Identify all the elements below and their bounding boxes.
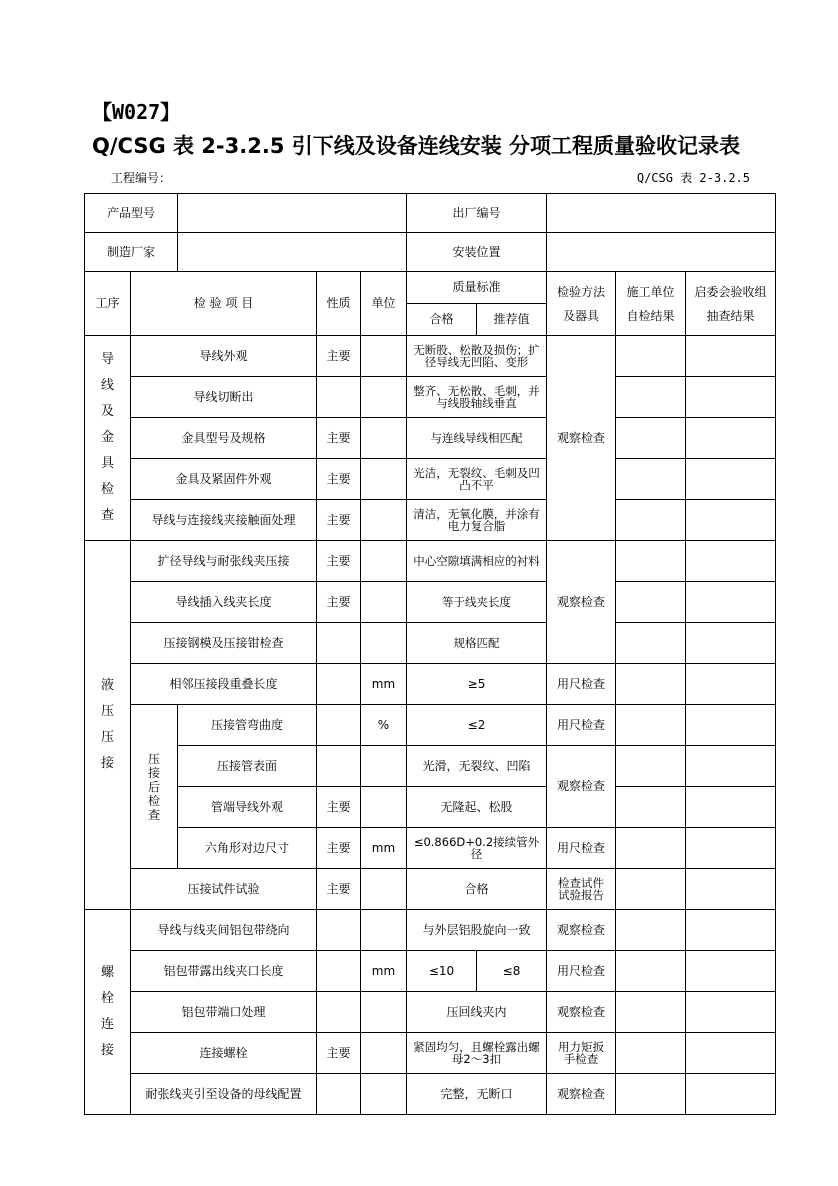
standard-cell: 等于线夹长度 <box>407 582 547 623</box>
self-check-cell[interactable] <box>616 869 686 910</box>
item-cell: 扩径导线与耐张线夹压接 <box>131 541 317 582</box>
method-cell: 用尺检查 <box>547 664 616 705</box>
table-row <box>85 869 776 910</box>
nature-cell: 主要 <box>317 869 361 910</box>
method-cell: 用尺检查 <box>547 828 616 869</box>
table-row <box>85 664 776 705</box>
item-cell: 导线切断出 <box>131 377 317 418</box>
maker-label: 制造厂家 <box>85 233 178 272</box>
self-check-cell[interactable] <box>616 377 686 418</box>
project-no-label: 工程编号： <box>111 171 172 185</box>
method-cell: 观察检查 <box>547 541 616 664</box>
self-check-cell[interactable] <box>616 787 686 828</box>
standard-cell: ≤10 <box>407 951 477 992</box>
table-row <box>85 459 776 500</box>
unit-cell <box>361 787 407 828</box>
table-row <box>85 951 776 992</box>
table-row <box>85 910 776 951</box>
item-cell: 压接管表面 <box>178 746 317 787</box>
self-check-cell[interactable] <box>616 746 686 787</box>
acceptance-cell[interactable] <box>686 992 776 1033</box>
info-row <box>85 233 776 272</box>
acceptance-cell[interactable] <box>686 377 776 418</box>
acceptance-cell[interactable] <box>686 705 776 746</box>
table-row <box>85 787 776 828</box>
model-label: 产品型号 <box>85 194 178 233</box>
nature-cell: 主要 <box>317 418 361 459</box>
acceptance-cell[interactable] <box>686 418 776 459</box>
col-process: 工序 <box>85 272 131 336</box>
standard-cell: 整齐、无松散、毛刺，并与线股轴线垂直 <box>407 377 547 418</box>
nature-cell: 主要 <box>317 459 361 500</box>
table-row <box>85 418 776 459</box>
standard-cell: 清洁，无氧化膜，并涂有电力复合脂 <box>407 500 547 541</box>
unit-cell <box>361 910 407 951</box>
nature-cell: 主要 <box>317 336 361 377</box>
nature-cell <box>317 910 361 951</box>
table-row <box>85 828 776 869</box>
nature-cell <box>317 992 361 1033</box>
self-check-cell[interactable] <box>616 336 686 377</box>
nature-cell: 主要 <box>317 787 361 828</box>
col-self-check: 施工单位自检结果 <box>616 272 686 336</box>
acceptance-cell[interactable] <box>686 828 776 869</box>
item-cell: 金具型号及规格 <box>131 418 317 459</box>
unit-cell: mm <box>361 664 407 705</box>
col-method: 检验方法及器具 <box>547 272 616 336</box>
nature-cell <box>317 623 361 664</box>
standard-cell: 完整，无断口 <box>407 1074 547 1115</box>
table-row <box>85 336 776 377</box>
model-value[interactable] <box>178 194 407 233</box>
unit-cell <box>361 746 407 787</box>
acceptance-cell[interactable] <box>686 951 776 992</box>
self-check-cell[interactable] <box>616 541 686 582</box>
acceptance-table <box>84 193 776 1115</box>
self-check-cell[interactable] <box>616 705 686 746</box>
item-cell: 导线外观 <box>131 336 317 377</box>
acceptance-cell[interactable] <box>686 541 776 582</box>
col-acceptance: 启委会验收组抽查结果 <box>686 272 776 336</box>
item-cell: 金具及紧固件外观 <box>131 459 317 500</box>
self-check-cell[interactable] <box>616 992 686 1033</box>
self-check-cell[interactable] <box>616 1074 686 1115</box>
item-cell: 相邻压接段重叠长度 <box>131 664 317 705</box>
standard-cell: 光洁，无裂纹、毛刺及凹凸不平 <box>407 459 547 500</box>
nature-cell: 主要 <box>317 1033 361 1074</box>
nature-cell <box>317 746 361 787</box>
self-check-cell[interactable] <box>616 623 686 664</box>
self-check-cell[interactable] <box>616 828 686 869</box>
standard-cell: 压回线夹内 <box>407 992 547 1033</box>
nature-cell <box>317 664 361 705</box>
unit-cell <box>361 582 407 623</box>
factory-no-label: 出厂编号 <box>407 194 547 233</box>
standard-cell: 与连线导线相匹配 <box>407 418 547 459</box>
section-hydraulic-crimp: 液压压接 <box>85 541 131 910</box>
col-nature: 性质 <box>317 272 361 336</box>
nature-cell <box>317 1074 361 1115</box>
acceptance-cell[interactable] <box>686 869 776 910</box>
method-cell: 观察检查 <box>547 1074 616 1115</box>
standard-cell: 无断股、松散及损伤；扩径导线无凹陷、变形 <box>407 336 547 377</box>
unit-cell: mm <box>361 828 407 869</box>
standard-cell: 紧固均匀，且螺栓露出螺母2～3扣 <box>407 1033 547 1074</box>
page-title: Q/CSG 表 2-3.2.5 引下线及设备连线安装 分项工程质量验收记录表 <box>92 134 741 158</box>
nature-cell: 主要 <box>317 500 361 541</box>
item-cell: 导线与连接线夹接触面处理 <box>131 500 317 541</box>
item-cell: 压接钢模及压接钳检查 <box>131 623 317 664</box>
acceptance-cell[interactable] <box>686 459 776 500</box>
table-row <box>85 541 776 582</box>
unit-cell <box>361 869 407 910</box>
table-row <box>85 582 776 623</box>
item-cell: 铝包带端口处理 <box>131 992 317 1033</box>
standard-cell: 无隆起、松股 <box>407 787 547 828</box>
method-cell: 用尺检查 <box>547 951 616 992</box>
self-check-cell[interactable] <box>616 418 686 459</box>
unit-cell <box>361 336 407 377</box>
standard-cell: ≤2 <box>407 705 547 746</box>
self-check-cell[interactable] <box>616 582 686 623</box>
table-row <box>85 705 776 746</box>
unit-cell <box>361 1033 407 1074</box>
standard-cell: 合格 <box>407 869 547 910</box>
col-item: 检 验 项 目 <box>131 272 317 336</box>
self-check-cell[interactable] <box>616 664 686 705</box>
standard-cell: 中心空隙填满相应的衬料 <box>407 541 547 582</box>
table-row <box>85 623 776 664</box>
nature-cell <box>317 951 361 992</box>
section-wire-fittings: 导线及金具检查 <box>85 336 131 541</box>
factory-no-value[interactable] <box>547 194 776 233</box>
acceptance-cell[interactable] <box>686 664 776 705</box>
maker-value[interactable] <box>178 233 407 272</box>
unit-cell <box>361 541 407 582</box>
unit-cell <box>361 500 407 541</box>
item-cell: 导线插入线夹长度 <box>131 582 317 623</box>
item-cell: 铝包带露出线夹口长度 <box>131 951 317 992</box>
item-cell: 连接螺栓 <box>131 1033 317 1074</box>
acceptance-cell[interactable] <box>686 787 776 828</box>
section-bolt-connection: 螺栓连接 <box>85 910 131 1115</box>
location-value[interactable] <box>547 233 776 272</box>
col-qualified: 合格 <box>407 304 477 336</box>
acceptance-cell[interactable] <box>686 500 776 541</box>
table-row <box>85 992 776 1033</box>
table-row <box>85 1074 776 1115</box>
table-row <box>85 1033 776 1074</box>
nature-cell: 主要 <box>317 541 361 582</box>
standard-reference: Q/CSG 表 2-3.2.5 <box>636 171 750 185</box>
form-code: 【W027】 <box>92 100 181 124</box>
nature-cell: 主要 <box>317 828 361 869</box>
table-row <box>85 500 776 541</box>
acceptance-cell[interactable] <box>686 623 776 664</box>
recommended-cell: ≤8 <box>477 951 547 992</box>
subsection-after-crimp: 压接后检查 <box>131 705 178 869</box>
unit-cell <box>361 459 407 500</box>
standard-cell: 光滑，无裂纹、凹陷 <box>407 746 547 787</box>
col-recommended: 推荐值 <box>477 304 547 336</box>
acceptance-cell[interactable] <box>686 910 776 951</box>
item-cell: 管端导线外观 <box>178 787 317 828</box>
method-cell: 观察检查 <box>547 992 616 1033</box>
table-row <box>85 746 776 787</box>
unit-cell <box>361 992 407 1033</box>
unit-cell <box>361 623 407 664</box>
standard-cell: ≥5 <box>407 664 547 705</box>
unit-cell <box>361 1074 407 1115</box>
item-cell: 导线与线夹间铝包带绕向 <box>131 910 317 951</box>
col-unit: 单位 <box>361 272 407 336</box>
item-cell: 耐张线夹引至设备的母线配置 <box>131 1074 317 1115</box>
location-label: 安装位置 <box>407 233 547 272</box>
acceptance-cell[interactable] <box>686 746 776 787</box>
method-cell: 检查试件试验报告 <box>547 869 616 910</box>
self-check-cell[interactable] <box>616 951 686 992</box>
unit-cell: mm <box>361 951 407 992</box>
acceptance-cell[interactable] <box>686 1033 776 1074</box>
standard-cell: ≤0.866D+0.2接续管外径 <box>407 828 547 869</box>
acceptance-cell[interactable] <box>686 1074 776 1115</box>
item-cell: 压接管弯曲度 <box>178 705 317 746</box>
table-row <box>85 377 776 418</box>
unit-cell <box>361 377 407 418</box>
method-cell: 观察检查 <box>547 336 616 541</box>
acceptance-cell[interactable] <box>686 582 776 623</box>
self-check-cell[interactable] <box>616 910 686 951</box>
nature-cell <box>317 705 361 746</box>
self-check-cell[interactable] <box>616 500 686 541</box>
method-cell: 用力矩扳手检查 <box>547 1033 616 1074</box>
info-row <box>85 194 776 233</box>
item-cell: 六角形对边尺寸 <box>178 828 317 869</box>
unit-cell <box>361 418 407 459</box>
self-check-cell[interactable] <box>616 1033 686 1074</box>
nature-cell: 主要 <box>317 582 361 623</box>
item-cell: 压接试件试验 <box>131 869 317 910</box>
method-cell: 观察检查 <box>547 746 616 828</box>
method-cell: 用尺检查 <box>547 705 616 746</box>
self-check-cell[interactable] <box>616 459 686 500</box>
nature-cell <box>317 377 361 418</box>
standard-cell: 与外层铝股旋向一致 <box>407 910 547 951</box>
acceptance-cell[interactable] <box>686 336 776 377</box>
method-cell: 观察检查 <box>547 910 616 951</box>
standard-cell: 规格匹配 <box>407 623 547 664</box>
header-row <box>85 272 776 304</box>
col-standard: 质量标准 <box>407 272 547 304</box>
unit-cell: % <box>361 705 407 746</box>
